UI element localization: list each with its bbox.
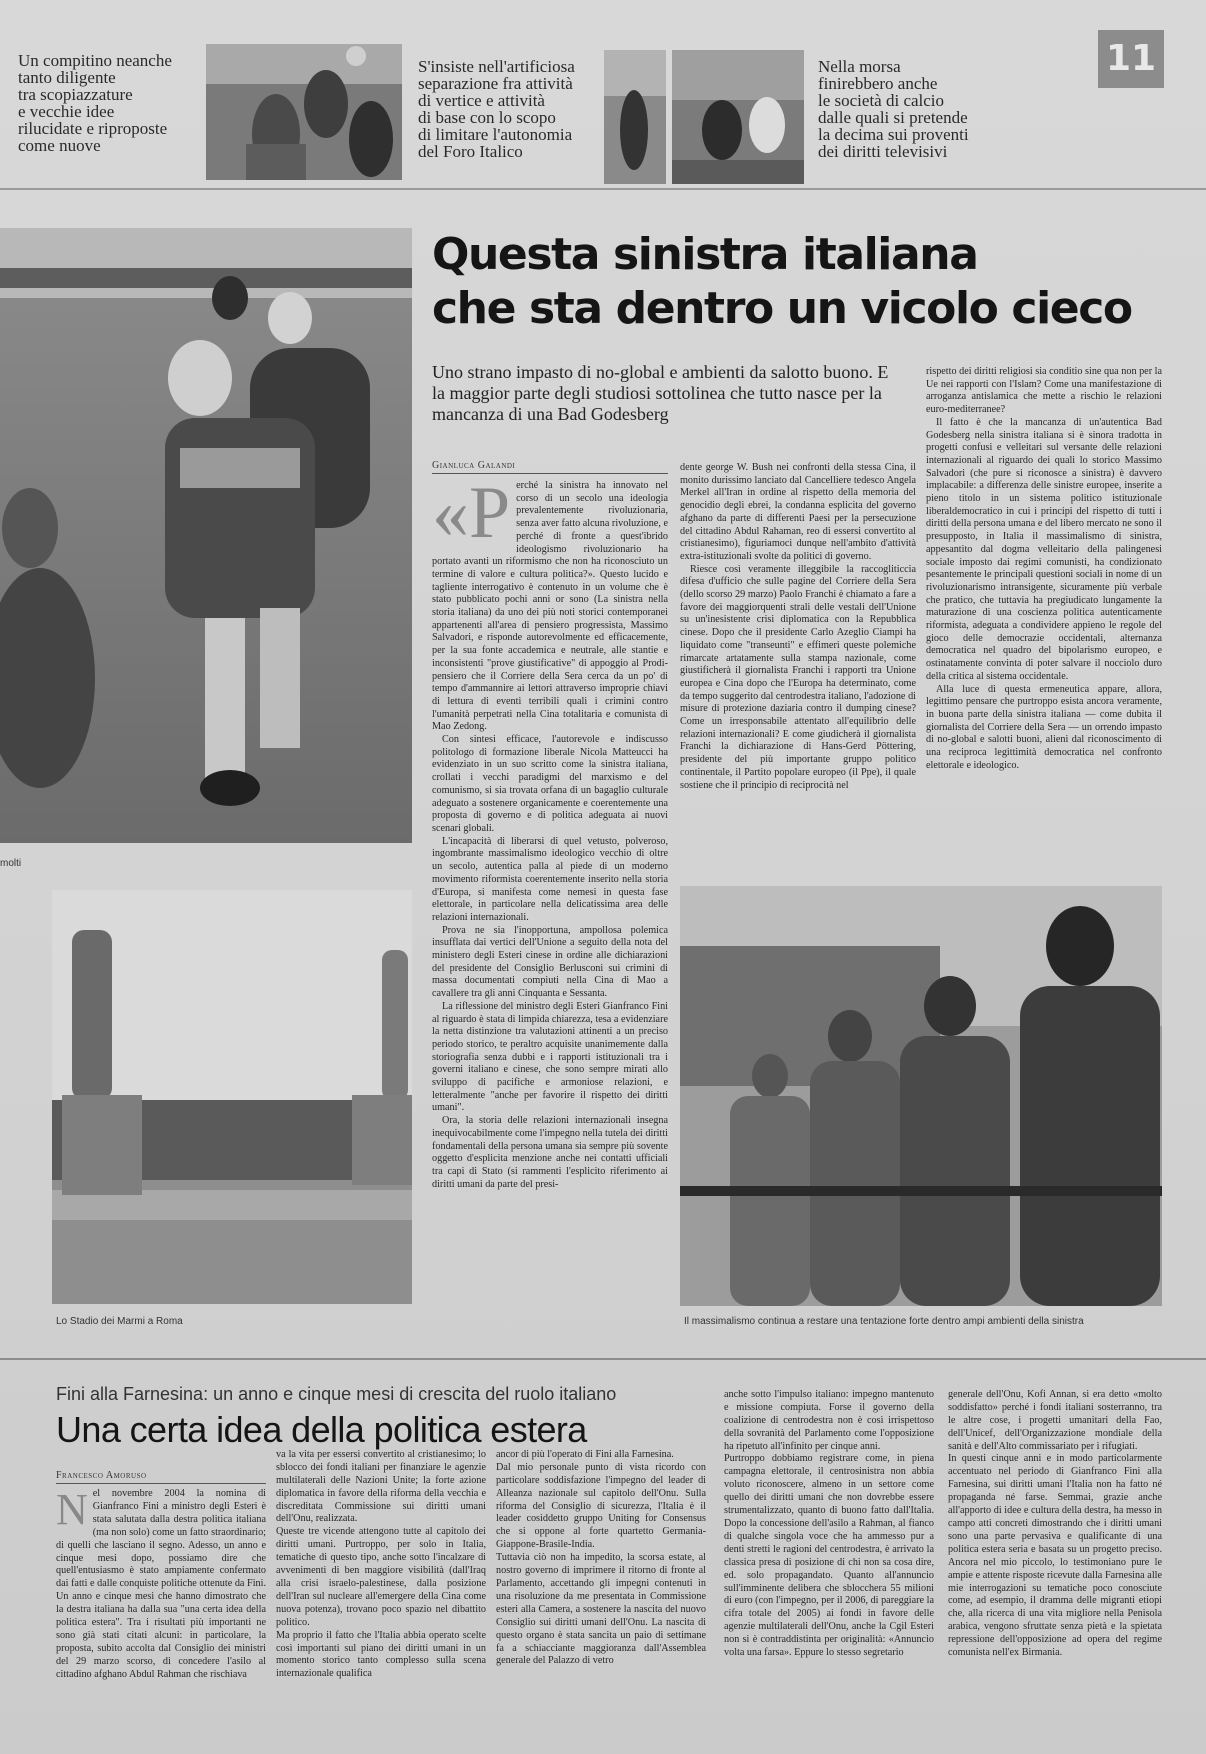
caption-stadio: Lo Stadio dei Marmi a Roma bbox=[56, 1316, 183, 1327]
teaser-photo-football-2 bbox=[672, 50, 804, 184]
bottom-column-5 bbox=[948, 1376, 1162, 1738]
col1-paragraph: Ora, la storia delle relazioni internazionali insegna inequivocabilmente come l'impegno nella tutela dei diritti fondamentali della persona umana sia sempre più sovente oggetto d'esplicita menzione anche nei contatti ufficiali tra capi di Stato (si rammenti l'esplicito riferimento ai diritti umani da parte del presi- bbox=[432, 1115, 668, 1190]
col2-paragraph: Riesce così veramente illeggibile la raccogliticcia difesa d'ufficio che sulle pagine del Corriere della Sera (dello scorso 29 marzo) Paolo Franchi è chiamato a fare a favore dei maggiorquenti strali delle vestali dell'Unione su un'inesistente crisi diplomatica con la Repubblica cinese. Dopo che il presidente Carlo Azeglio Ciampi ha liquidato come "transeunti" e effimeri queste polemiche rimarcate artatamente sulla stampa nazionale, come giustificherà il giornalista Franchi i rapporti tra Unione europea e Cina dopo che l'Europa ha determinato, come da tempo suggerito dal centrodestra italiano, l'adozione di misure di protezione daziaria contro il dumping cinese? Come un irresponsabile attentato all'equilibrio delle relazioni internazionali? E come giudicherà il giornalista Franchi la dichiarazione di Hans-Gerd Pöttering, presidente del più importante gruppo politico continentale, il Partito popolare europeo (il Ppe), il quale sostiene che il principio di reciprocità nel bbox=[680, 563, 916, 791]
col3-paragraph: Alla luce di questa ermeneutica appare, allora, legittimo pensare che purtroppo esista ancora veramente, in buona parte della sinistra italiana — come dubita il giornalista del Corriere della Sera — un orrendo impasto di no-global e salotti buoni, alieni dal riconoscimento di una reciproca legittimità democratica nel confronto elettorale e ideologico. bbox=[926, 683, 1162, 771]
bottom-column-3 bbox=[496, 1436, 706, 1738]
bottom-byline-rule bbox=[56, 1483, 266, 1484]
photo-rugby-children bbox=[0, 228, 412, 843]
byline-rule bbox=[432, 473, 668, 474]
bottom-column-1 bbox=[56, 1488, 266, 1738]
main-subhead: Uno strano impasto di no-global e ambienti da salotto buono. E la maggior parte degli studiosi sottolinea che tutto nasce per la mancanza di una Bad Godesberg bbox=[432, 362, 889, 424]
caption-rugby: molti bbox=[0, 858, 22, 869]
col1-paragraph: La riflessione del ministro degli Esteri Gianfranco Fini al riguardo è stata di limpida chiarezza, tesa a evidenziare la netta distinzione tra valutazioni attinenti a un preciso periodo storico, te peraltro acquisite unanimemente dalla storiografia senza dubbi e i rapporti istituzionali tra i governi italiano e cinese, che sono sempre mirati allo sviluppo di pacifiche e armoniose relazioni, e letteralmente "anche per favorire il rispetto dei diritti umani". bbox=[432, 1000, 668, 1114]
dropcap: «P bbox=[432, 480, 511, 554]
teaser-photo-rugby-lineout bbox=[206, 44, 402, 180]
bottom-column-2 bbox=[276, 1436, 486, 1738]
teaser-photo-football-1 bbox=[604, 50, 666, 184]
col2-paragraph: dente george W. Bush nei confronti della stessa Cina, il monito durissimo lanciato dal Cancelliere tedesco Angela Merkel all'Iran in ordine al rispetto della memoria del genocidio degli ebrei, la condanna esplicita del governo afghano da parte di differenti Paesi per la persecuzione del cittadino Abdul Rahaman, reo di essersi convertito al cristianesimo), figuriamoci dunque nell'ambito d'attività extra-istituzionali svolte da politici di governo. bbox=[680, 462, 916, 562]
photo-protest bbox=[680, 886, 1162, 1306]
col1-paragraph: Prova ne sia l'inopportuna, ampollosa polemica insufflata dai vertici dell'Unione a seguito della nota del ministero degli Esteri cinese in ordine alle dichiarazioni del presidente del Consiglio Berlusconi sui crimini di massa documentati compiuti nella Cina di Mao a cavallere tra gli anni Cinquanta e Sessanta. bbox=[432, 924, 668, 1000]
col1-paragraph: Con sintesi efficace, l'autorevole e indiscusso politologo di formazione liberale Nicola Matteucci ha evidenziato in un suo scritto come la sinistra italiana, crollati i vecchi paradigmi del marxismo e del comunismo, si sia trovata orfana di un bagaglio culturale adeguato a sostenere organicamente e coerentemente una proposta di governo e di politica adeguata ai nuovi scenari globali. bbox=[432, 734, 668, 834]
main-byline: Gianluca Galandi bbox=[432, 460, 516, 471]
section-divider bbox=[0, 1358, 1206, 1360]
col3-paragraph: Il fatto è che la mancanza di un'autentica Bad Godesberg nella sinistra italiana si è sinora tradotta in progetti confusi e velleitari sul versante delle relazioni internazionali al riguardo dei quali lo storico Massimo Salvadori (che pure si riconosce a sinistra) è davvero implacabile: a differenza delle sinistre europee, inserite a pieno titolo in un sistema politico istituzionale liberaldemocratico in cui i principi del rispetto di tutti i diritti della persona umana e del libero mercato ne sono il presupposto, in Italia il massimalismo di sinistra, appesantito dal dogma velleitario della palingenesi sociale imposto dai regimi comunisti, ha condizionato pesantemente le principali questioni sociali in nome di un rivoluzionarismo intransigente, sicuramente più verbale che pratico, che tuttavia ha pregiudicato lungamente la maturazione di una coscienza politica autenticamente riformista, adeguata a condividere appieno le regole del gioco delle democrazie occidentali, alternanza democratica nel quadro del bipolarismo europeo, e ostinatamente convinta di poter salvare il nocciolo duro della critica al sistema occidentale. bbox=[926, 416, 1162, 682]
photo-stadio-dei-marmi bbox=[52, 890, 412, 1304]
bottom-kicker: Fini alla Farnesina: un anno e cinque mesi di crescita del ruolo italiano bbox=[56, 1384, 617, 1404]
teaser-text-1: Un compitino neanche tanto diligente tra scopiazzature e vecchie idee rilucidate e riproposte come nuove bbox=[18, 51, 172, 155]
bottom-column-4 bbox=[724, 1376, 934, 1738]
main-article-column-2 bbox=[680, 462, 916, 870]
bottom-byline: Francesco Amoruso bbox=[56, 1470, 147, 1481]
col1-paragraph: erché la sinistra ha innovato nel corso di un secolo una ideologia prevalentemente rivoluzionaria, senza aver fatto alcuna rivoluzione, e perché di fronte a quest'ibrido ideologismo rivoluzionario ha portato avanti un riformismo che non ha riconosciuto un termine di valore e cultura politica?». Questo lucido e tagliente interrogativo è contenuto in un volume che è stato pubblicato pochi anni or sono (La sinistra nella storia italiana) da uno dei più noti storici contemporanei appartenenti all'area di pensiero progressista, Massimo Salvadori, e risponde autorevolmente ed efficacemente, per la sua fonte accademica e neutrale, alle stantie e inconsistenti "prove giustificative" di appoggio al Prodi-pensiero che il Corriere della Sera cerca da un po' di tempo d'ammannire ai lettori attraverso improprie chiavi di lettura di eventi terribili quali i crimini contro l'umanità perpetrati nella Cina totalitaria e comunista di Mao Zedong. bbox=[432, 480, 668, 733]
bottom-col5-text: generale dell'Onu, Kofi Annan, si era detto «molto soddisfatto» perché i fondi italiani sosterranno, tra le altre cose, i progetti umanitari della Fao, dell'Unicef, dell'Organizzazione mondiale della sanità e dell'Alto commissariato per i rifugiati. In questi cinque anni e in modo particolarmente accentuato nel periodo di Gianfranco Fini alla Farnesina, sui diritti umani l'Italia non ha fatto né propaganda né farse. Semmai, grazie anche all'apporto di idee e cultura della destra, ha messo in campo atti concreti dimostrando che i diritti umani sono una parte pervasiva e qualificante di una politica estera seria e basata su un progetto preciso. Ancora nel mio piccolo, lo testimoniano pure le ampie e attente risposte ricevute dalla Farnesina alle mie interrogazioni su tematiche poco conosciute come, ad esempio, il dramma delle migranti etiopi che, alla ricerca di una vita migliore nella Penisola arabica, vengono sfruttate senza pietà e la spietata repressione dell'opposizione ad opera del regime comunista nell'ex Birmania. bbox=[948, 1388, 1162, 1659]
col3-paragraph: rispetto dei diritti religiosi sia conditio sine qua non per la Ue nei rapporti con l'Islam? Come una manifestazione di arroganza antislamica che mette a rischio le relazioni euro-mediterranee? bbox=[926, 366, 1162, 416]
col1-paragraph: L'incapacità di liberarsi di quel vetusto, polveroso, ingombrante massimalismo ideologico vecchio di oltre un secolo, autentica palla al piede di un moderno movimento riformista coerentemente inserito nella storia d'Europa, si manifesta come nemesi in questa fase elettorale, in particolare nella delicatissima area delle relazioni internazionali. bbox=[432, 835, 668, 923]
page-number: 11 bbox=[1098, 30, 1164, 88]
bottom-col1-text: el novembre 2004 la nomina di Gianfranco Fini a ministro degli Esteri è stata salutata dalla destra politica italiana (ma non solo) come un fatto straordinario; di quelli che lasciano il segno. Adesso, un anno e cinque mesi dopo, possiamo dire che quell'entusiasmo è stato ampiamente confermato dai fatti e dalle conquiste politiche ottenute da Fini. Un anno e cinque mesi che hanno dimostrato che la destra italiana ha dalla sua "una certa idea della politica estera". Tra i risultati più importanti ne sono già stati citati alcuni: in particolare, la proposta, subito accolta dal Consiglio dei ministri del 29 marzo scorso, di concedere l'asilo al cittadino afghano Abdul Rahman che rischiava bbox=[56, 1488, 266, 1680]
bottom-col2-text: va la vita per essersi convertito al cristianesimo; lo sblocco dei fondi italiani per finanziare le agenzie multilaterali delle Nazioni Unite; la forte azione diplomatica in favore della riforma della vecchia e discreditata Commissione sui diritti umani dell'Onu, realizzata. Queste tre vicende attengono tutte al capitolo dei diritti umani. Purtroppo, per solo in Italia, tematiche di questo tipo, anche sotto l'incalzare di avvenimenti di ben maggiore visibilità (dall'Iraq alla crisi israelo-palestinese, dalla posizione dell'Iran sul nucleare all'emergere della Cina come nuova potenza), trovano poco spazio nel dibattito politico. Ma proprio il fatto che l'Italia abbia operato scelte così importanti sul piano dei diritti umani in un momento storico tanto complesso sulla scena internazionale qualifica bbox=[276, 1448, 486, 1680]
teaser-text-2: S'insiste nell'artificiosa separazione fra attività di vertice e attività di base con lo scopo di limitare l'autonomia del Foro Italico bbox=[418, 57, 575, 161]
main-headline bbox=[432, 228, 1172, 336]
bottom-headline: Una certa idea della politica estera bbox=[56, 1409, 587, 1450]
teaser-text-3: Nella morsa finirebbero anche le società di calcio dalle quali si pretende la decima sui proventi dei diritti televisivi bbox=[818, 57, 969, 161]
main-headline-line2: che sta dentro un vicolo cieco bbox=[432, 283, 1132, 334]
bottom-col3-text: ancor di più l'operato di Fini alla Farnesina. Dal mio personale punto di vista ricordo con particolare soddisfazione l'impegno del leader di Alleanza nazionale sul capitolo dell'Onu. Sulla riforma del Consiglio di sicurezza, l'Italia è il leader cosiddetto gruppo Uniting for Consensus che si oppone al forte quartetto Germania-Giappone-Brasile-India. Tuttavia ciò non ha impedito, la scorsa estate, al nostro governo di imprimere il ritorno di fronte al Parlamento, accettando gli impegni contenuti in una risoluzione da me presentata in Commissione esteri alla Camera, a sostenere la nascita del nuovo Consiglio sui diritti umani dell'Onu. La nascita di questo organo è stata sancita un paio di settimane fa a schiacciante maggioranza dall'Assemblea generale del Palazzo di vetro bbox=[496, 1448, 706, 1667]
caption-protest: Il massimalismo continua a restare una tentazione forte dentro ampi ambienti della sinistra bbox=[684, 1316, 1084, 1327]
main-headline-line1: Questa sinistra italiana bbox=[432, 229, 978, 280]
main-article-column-1 bbox=[432, 480, 668, 1328]
bottom-col4-text: anche sotto l'impulso italiano: impegno mantenuto e missione compiuta. Forse il governo della coalizione di centrodestra non è così irrispettoso della sovranità del Parlamento come l'opposizione ha ripetuto all'infinito per cinque anni. Purtroppo dobbiamo registrare come, in piena campagna elettorale, il centrosinistra non abbia voluto riconoscere, almeno in un settore come quello dei diritti umani che non dovrebbe essere strumentalizzato, quanto di buono fatto dall'Italia. Dopo la concessione dell'asilo a Rahman, al fianco di qualche singola voce che ha ammesso pur a denti stretti le ragioni del centrodestra, è arrivato la classica presa di posizione di chi non sa cosa dire, ed. solo propagandato. Quanto all'annuncio sull'imminente delibera che sblocchera 55 milioni di euro (con l'impegno, per il 2006, di pareggiare la cifra totale del 2005) ai fondi in favore delle agenzie multilaterali dell'Onu, anche la Cgil Esteri non si è contraddistinta per originalità: «Annuncio volta una farsa». Eppure lo stesso segretario bbox=[724, 1388, 934, 1659]
bottom-dropcap: N bbox=[56, 1488, 88, 1534]
main-article-column-3 bbox=[926, 366, 1162, 870]
